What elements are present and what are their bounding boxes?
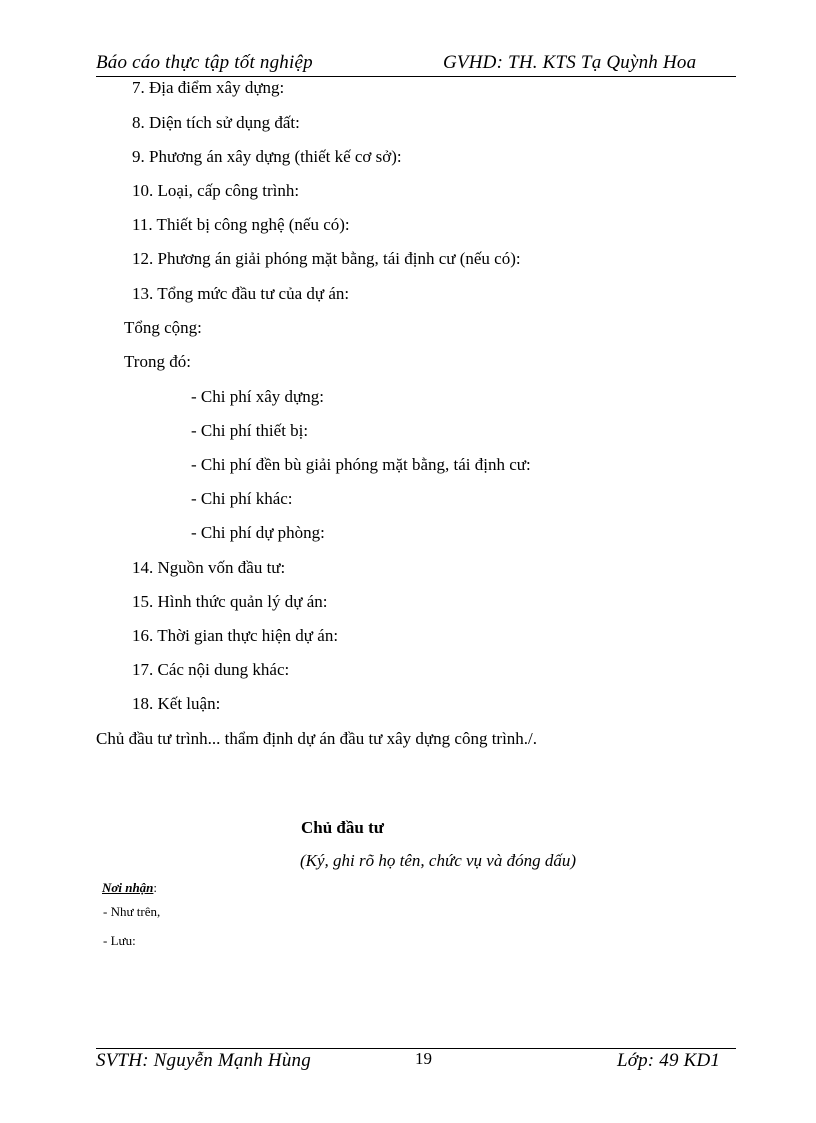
recipient-item: - Lưu: — [103, 933, 136, 948]
list-item: 16. Thời gian thực hiện dự án: — [132, 626, 339, 645]
cost-item: - Chi phí dự phòng: — [191, 523, 325, 542]
cost-item: - Chi phí xây dựng: — [191, 387, 324, 406]
breakdown-label: Trong đó: — [124, 352, 191, 371]
list-item: 10. Loại, cấp công trình: — [132, 181, 300, 200]
header-rule — [96, 76, 736, 77]
list-item: 9. Phương án xây dựng (thiết kế cơ sở): — [132, 147, 402, 166]
closing-statement: Chủ đầu tư trình... thẩm định dự án đầu tư xây dựng công trình./. — [96, 729, 538, 748]
recipients-colon: : — [153, 880, 158, 895]
footer-student: SVTH: Nguyễn Mạnh Hùng — [96, 1050, 311, 1071]
total-label: Tổng cộng: — [124, 318, 202, 337]
list-item: 13. Tổng mức đầu tư của dự án: — [132, 284, 350, 303]
cost-item: - Chi phí khác: — [191, 489, 293, 508]
recipient-item: - Như trên, — [103, 904, 161, 919]
list-item: 12. Phương án giải phóng mặt bằng, tái định cư (nếu có): — [132, 249, 521, 268]
recipients-title: Nơi nhận — [102, 880, 154, 895]
recipients-heading — [102, 879, 157, 897]
header-report-title: Báo cáo thực tập tốt nghiệp — [96, 52, 313, 73]
list-item: 7. Địa điểm xây dựng: — [132, 78, 285, 97]
cost-item: - Chi phí thiết bị: — [191, 421, 309, 440]
cost-item: - Chi phí đền bù giải phóng mặt bằng, tái định cư: — [191, 455, 531, 474]
list-item: 11. Thiết bị công nghệ (nếu có): — [132, 215, 350, 234]
page-number: 19 — [415, 1049, 432, 1068]
list-item: 8. Diện tích sử dụng đất: — [132, 113, 300, 132]
list-item: 15. Hình thức quản lý dự án: — [132, 592, 328, 611]
list-item: 14. Nguồn vốn đầu tư: — [132, 558, 286, 577]
signature-note: (Ký, ghi rõ họ tên, chức vụ và đóng dấu) — [300, 851, 577, 870]
header-advisor: GVHD: TH. KTS Tạ Quỳnh Hoa — [443, 52, 697, 73]
list-item: 18. Kết luận: — [132, 694, 221, 713]
footer-class: Lớp: 49 KD1 — [617, 1050, 721, 1071]
signature-title: Chủ đầu tư — [301, 818, 384, 837]
list-item: 17. Các nội dung khác: — [132, 660, 290, 679]
